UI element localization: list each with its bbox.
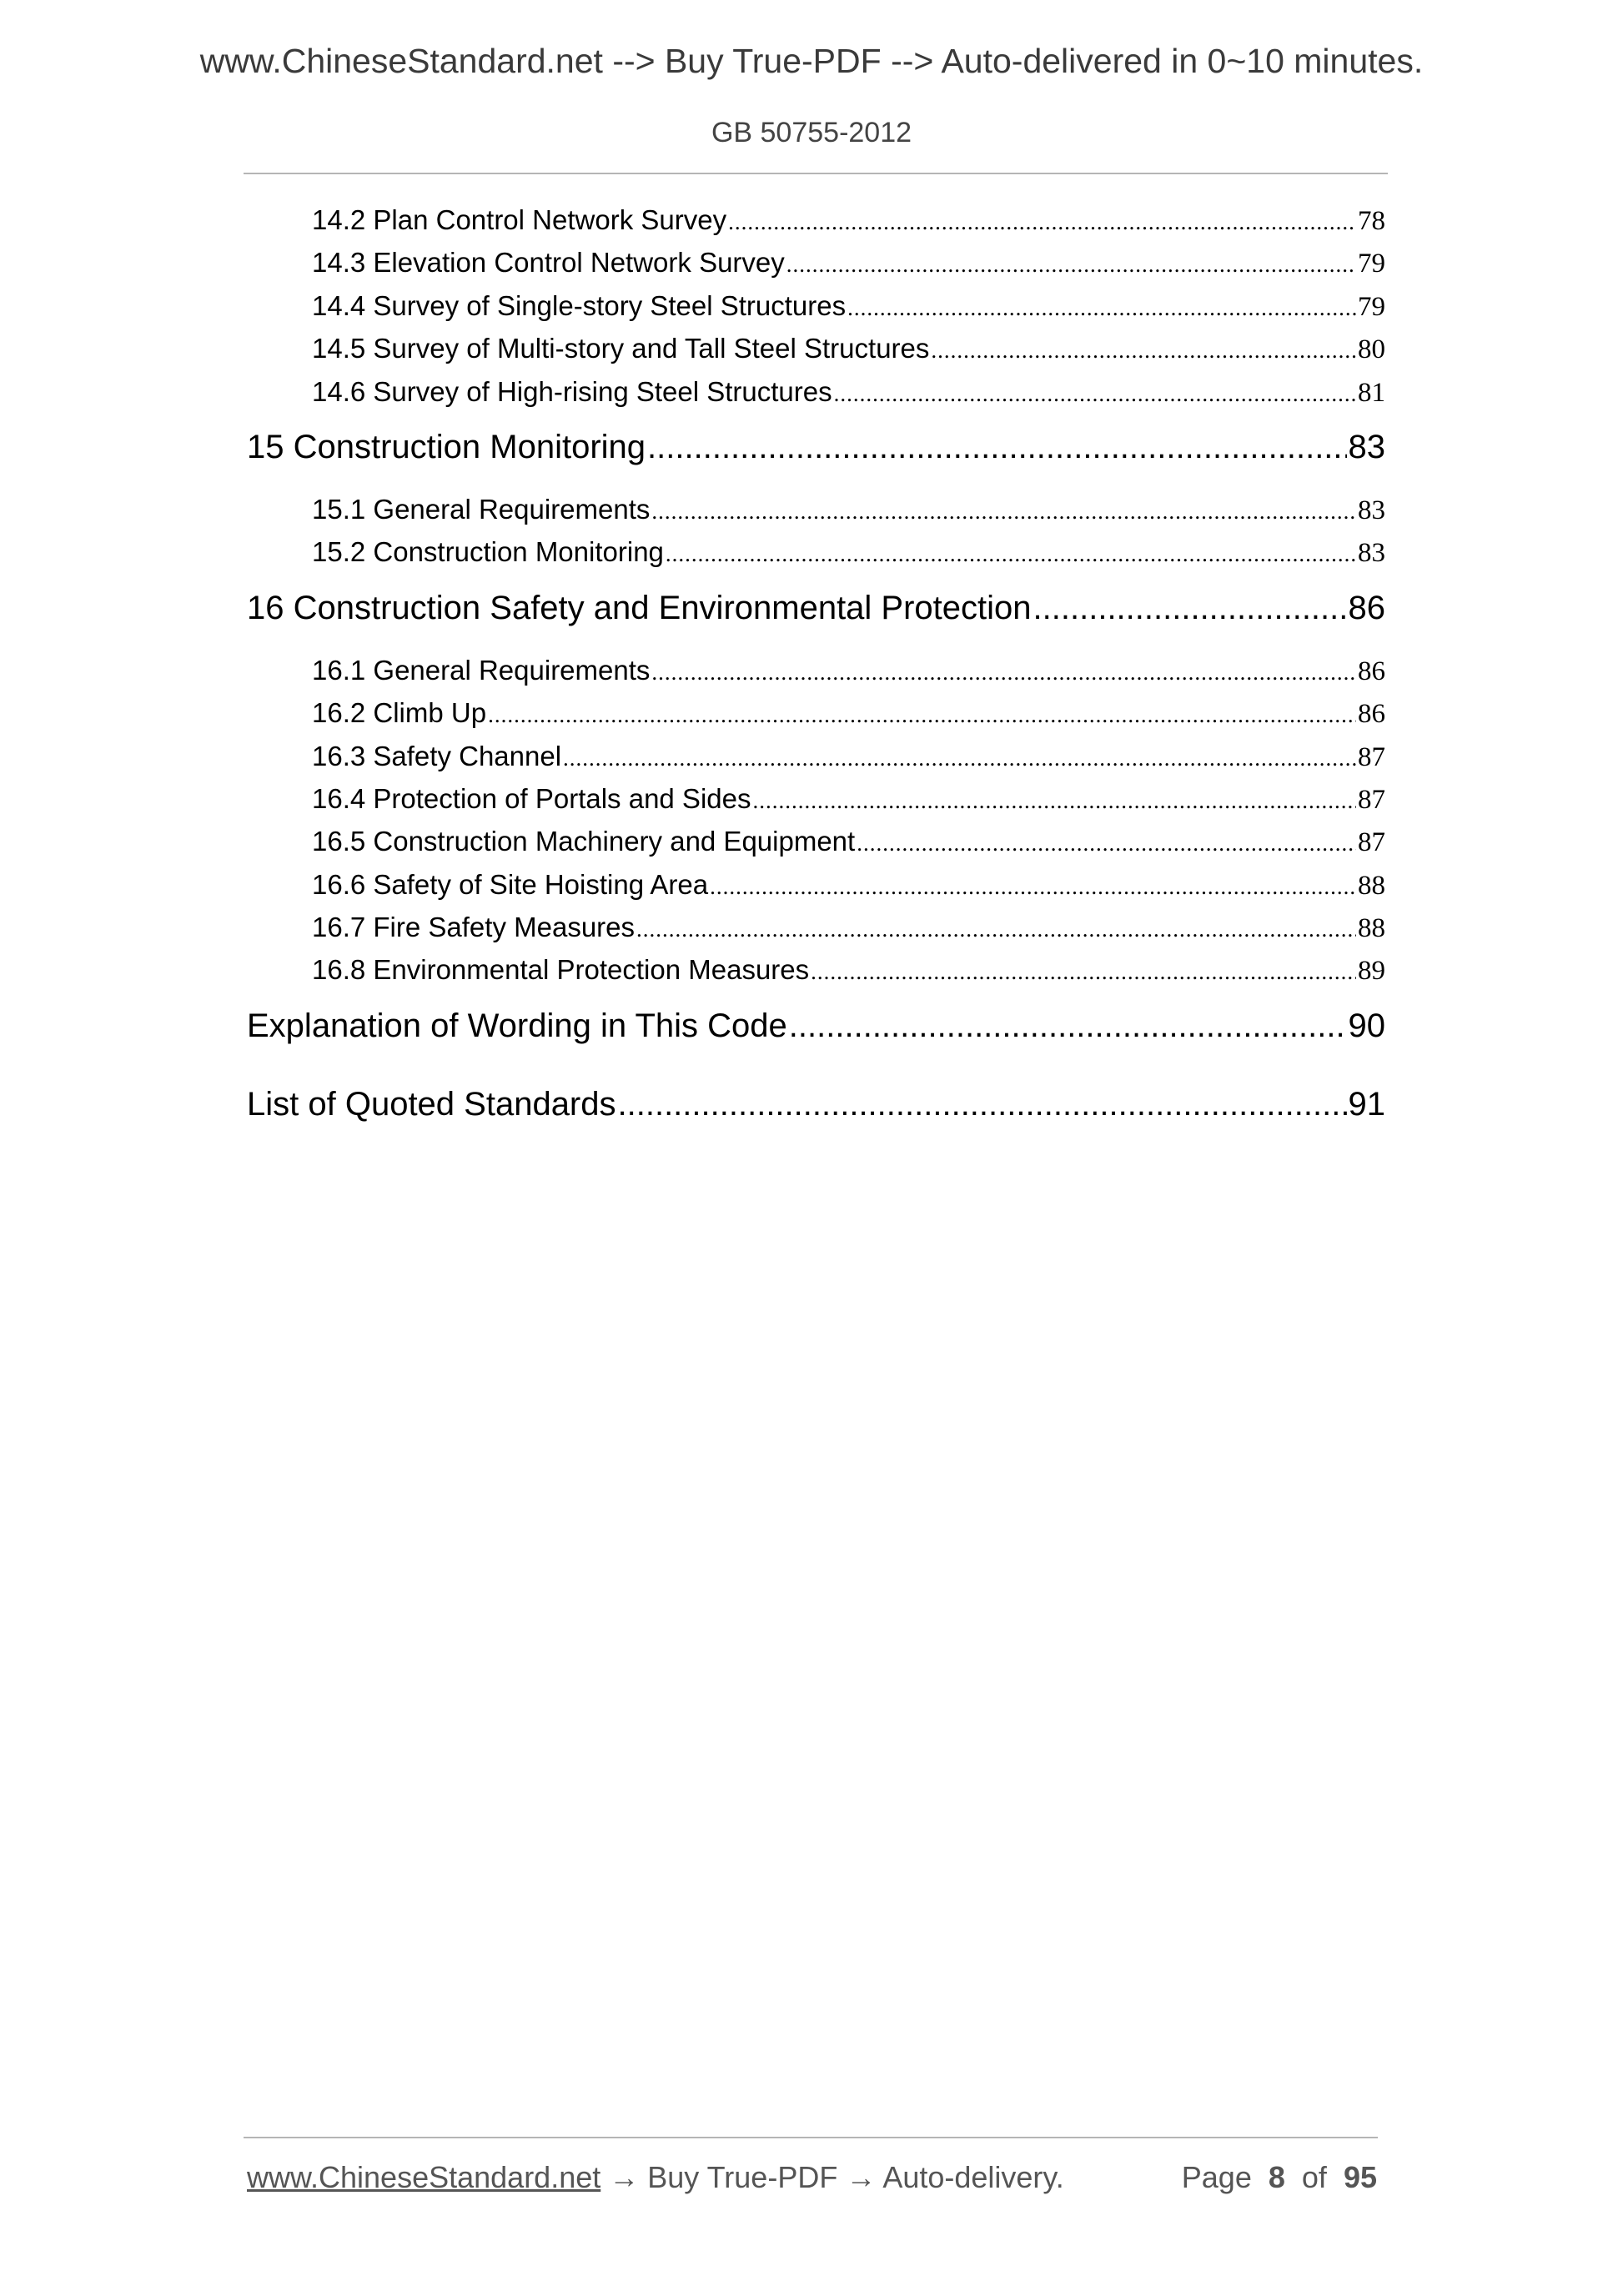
toc-entry-16-5[interactable] xyxy=(247,826,1385,868)
toc-chapter-title: List of Quoted Standards xyxy=(247,1085,616,1123)
toc-chapter-page: 90 xyxy=(1348,1007,1385,1044)
toc-chapter-16[interactable] xyxy=(247,590,1385,643)
page-of: of xyxy=(1301,2160,1327,2194)
footer-promo-text: → Buy True-PDF → Auto-delivery. xyxy=(600,2160,1064,2194)
page-number xyxy=(1182,2160,1377,2195)
toc-entry-16-4[interactable] xyxy=(247,783,1385,826)
table-of-contents xyxy=(247,204,1385,1151)
toc-dot-leader xyxy=(857,831,1356,857)
toc-entry-14-4[interactable] xyxy=(247,290,1385,333)
toc-entry-page: 83 xyxy=(1358,538,1385,569)
toc-entry-title: 14.6 Survey of High-rising Steel Structures xyxy=(312,375,832,407)
toc-entry-title: 14.3 Elevation Control Network Survey xyxy=(312,247,785,279)
page-label: Page xyxy=(1181,2160,1252,2194)
page-footer xyxy=(247,2160,1377,2195)
toc-chapter-page: 83 xyxy=(1348,428,1385,465)
toc-entry-page: 83 xyxy=(1358,495,1385,525)
toc-entry-title: 16.6 Safety of Site Hoisting Area xyxy=(312,868,709,900)
toc-entry-16-6[interactable] xyxy=(247,869,1385,912)
footer-promo xyxy=(247,2160,1064,2195)
toc-entry-15-2[interactable] xyxy=(247,536,1385,579)
toc-entry-title: 14.4 Survey of Single-story Steel Structures xyxy=(312,289,847,321)
toc-dot-leader xyxy=(651,499,1356,525)
toc-dot-leader xyxy=(789,1007,1347,1045)
toc-entry-title: 15.1 General Requirements xyxy=(312,493,651,525)
toc-dot-leader xyxy=(636,917,1356,942)
toc-entry-page: 79 xyxy=(1358,291,1385,322)
toc-entry-page: 79 xyxy=(1358,249,1385,279)
toc-dot-leader xyxy=(666,541,1356,567)
toc-entry-page: 87 xyxy=(1358,741,1385,772)
toc-entry-page: 81 xyxy=(1358,377,1385,408)
toc-entry-16-7[interactable] xyxy=(247,912,1385,954)
toc-entry-title: 16.5 Construction Machinery and Equipment xyxy=(312,826,856,857)
toc-entry-14-6[interactable] xyxy=(247,376,1385,419)
toc-explanation-of-wording[interactable] xyxy=(247,1007,1385,1061)
toc-entry-page: 80 xyxy=(1358,334,1385,365)
toc-entry-16-1[interactable] xyxy=(247,655,1385,697)
toc-entry-page: 89 xyxy=(1358,956,1385,987)
toc-list-of-quoted-standards[interactable] xyxy=(247,1086,1385,1139)
toc-entry-16-2[interactable] xyxy=(247,697,1385,740)
toc-chapter-title: Explanation of Wording in This Code xyxy=(247,1007,787,1044)
toc-dot-leader xyxy=(651,660,1356,686)
toc-entry-page: 86 xyxy=(1358,699,1385,730)
toc-dot-leader xyxy=(753,788,1357,814)
toc-dot-leader xyxy=(647,429,1346,466)
page-current: 8 xyxy=(1268,2160,1285,2194)
toc-dot-leader xyxy=(1033,590,1347,627)
toc-entry-14-5[interactable] xyxy=(247,333,1385,375)
toc-entry-title: 16.7 Fire Safety Measures xyxy=(312,912,636,943)
toc-chapter-title: 16 Construction Safety and Environmental Protection xyxy=(247,589,1032,626)
toc-entry-page: 88 xyxy=(1358,913,1385,944)
toc-dot-leader xyxy=(728,209,1356,235)
toc-entry-16-8[interactable] xyxy=(247,954,1385,997)
toc-entry-page: 78 xyxy=(1358,206,1385,236)
toc-entry-15-1[interactable] xyxy=(247,494,1385,536)
toc-entry-page: 87 xyxy=(1358,784,1385,815)
top-banner: www.ChineseStandard.net --> Buy True-PDF --> Auto-delivered in 0~10 minutes. xyxy=(199,42,1424,80)
toc-chapter-title: 15 Construction Monitoring xyxy=(247,428,646,465)
footer-site-link[interactable]: www.ChineseStandard.net xyxy=(247,2160,601,2194)
toc-entry-page: 86 xyxy=(1358,656,1385,686)
toc-dot-leader xyxy=(786,252,1356,278)
toc-entry-title: 14.2 Plan Control Network Survey xyxy=(312,204,727,235)
toc-chapter-page: 86 xyxy=(1348,589,1385,626)
toc-dot-leader xyxy=(563,746,1356,771)
header-rule xyxy=(244,173,1388,174)
toc-entry-page: 87 xyxy=(1358,827,1385,858)
document-id: GB 50755-2012 xyxy=(711,117,912,148)
footer-rule xyxy=(244,2137,1378,2138)
toc-dot-leader xyxy=(847,295,1356,321)
toc-dot-leader xyxy=(618,1086,1347,1123)
toc-dot-leader xyxy=(931,338,1356,364)
toc-dot-leader xyxy=(834,381,1356,407)
toc-entry-title: 16.2 Climb Up xyxy=(312,697,487,729)
toc-entry-title: 15.2 Construction Monitoring xyxy=(312,536,664,568)
toc-entry-14-3[interactable] xyxy=(247,247,1385,289)
toc-dot-leader xyxy=(488,702,1356,728)
toc-dot-leader xyxy=(811,959,1356,985)
toc-entry-title: 16.3 Safety Channel xyxy=(312,740,562,771)
toc-chapter-15[interactable] xyxy=(247,429,1385,482)
page-total: 95 xyxy=(1343,2160,1377,2194)
toc-entry-title: 16.1 General Requirements xyxy=(312,654,651,686)
toc-entry-title: 16.4 Protection of Portals and Sides xyxy=(312,782,751,814)
toc-dot-leader xyxy=(710,874,1356,900)
toc-entry-page: 88 xyxy=(1358,870,1385,901)
toc-entry-14-2[interactable] xyxy=(247,204,1385,247)
toc-entry-16-3[interactable] xyxy=(247,741,1385,783)
toc-entry-title: 14.5 Survey of Multi-story and Tall Steel Structures xyxy=(312,333,930,364)
toc-entry-title: 16.8 Environmental Protection Measures xyxy=(312,954,810,986)
toc-chapter-page: 91 xyxy=(1348,1085,1385,1123)
